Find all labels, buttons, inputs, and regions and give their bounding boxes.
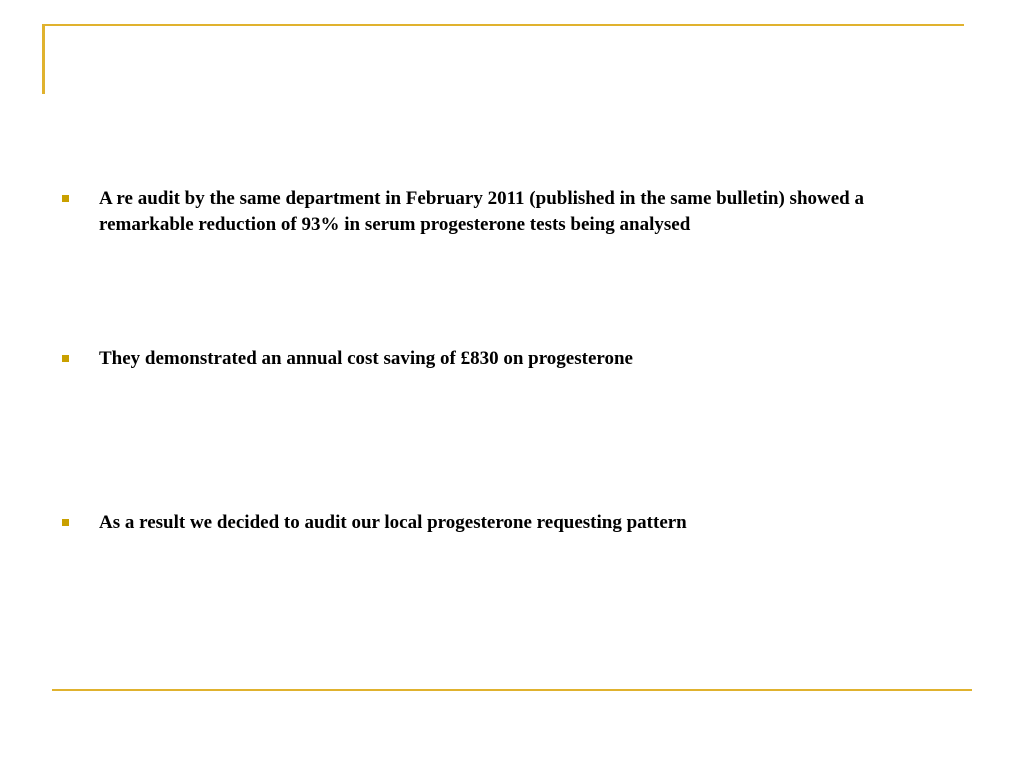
square-bullet-icon	[62, 355, 69, 362]
square-bullet-icon	[62, 519, 69, 526]
square-bullet-icon	[62, 195, 69, 202]
bullet-text: A re audit by the same department in February 2011 (published in the same bulletin) showed a remarkable reduction of 93% in serum progesterone tests being analysed	[99, 188, 864, 235]
bottom-divider-line	[52, 689, 972, 691]
bullet-text: They demonstrated an annual cost saving of £830 on progesterone	[99, 348, 633, 369]
bullet-text: As a result we decided to audit our local progesterone requesting pattern	[99, 512, 687, 533]
